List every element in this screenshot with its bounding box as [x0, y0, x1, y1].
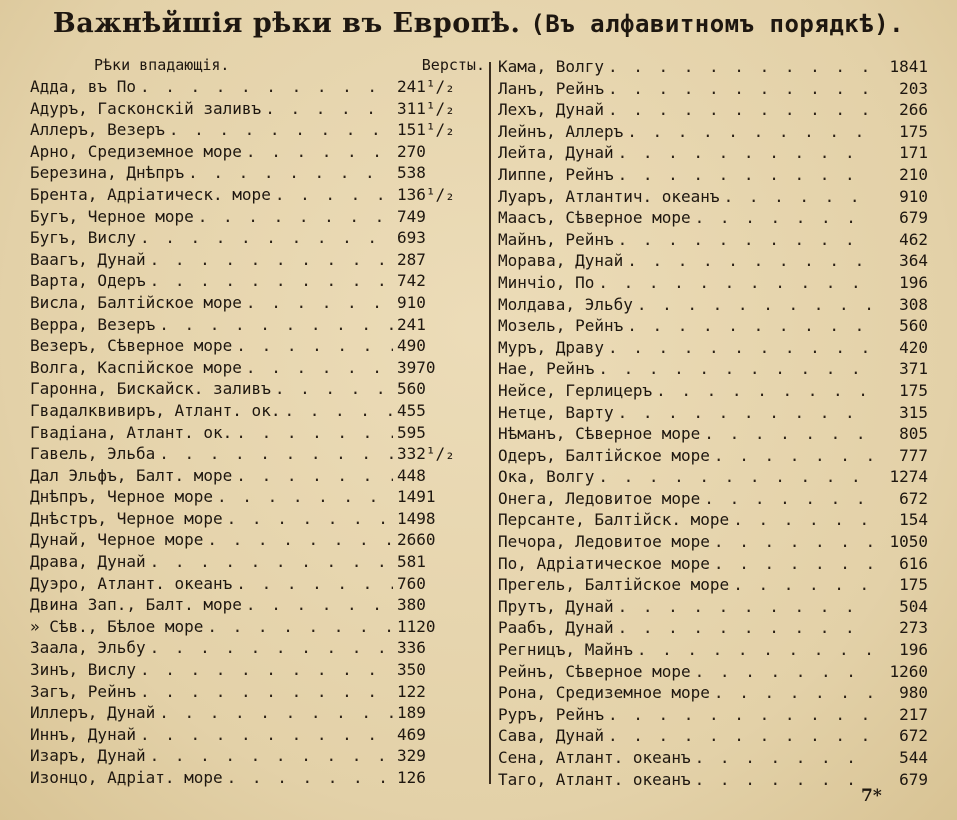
river-name: По, Адріатическое море	[498, 553, 710, 573]
river-length: 315	[899, 402, 928, 422]
river-length: 455	[397, 400, 426, 420]
river-length: 693	[397, 228, 426, 248]
list-item	[30, 76, 485, 98]
right-river-list	[498, 56, 928, 790]
leader-dots	[598, 358, 872, 380]
leader-dots	[227, 767, 393, 789]
list-item	[30, 594, 485, 616]
river-name: Нае, Рейнъ	[498, 359, 595, 379]
list-item	[498, 661, 928, 683]
leader-dots	[618, 229, 872, 251]
list-item	[30, 681, 485, 703]
river-name: Рейнъ, Сѣверное море	[498, 661, 691, 681]
leader-dots	[618, 617, 872, 639]
leader-dots	[714, 445, 872, 467]
river-name: Зинъ, Вислу	[30, 660, 136, 680]
river-name: Березина, Днѣпръ	[30, 163, 185, 183]
river-length: 1841	[889, 57, 928, 76]
river-length: 196	[899, 272, 928, 292]
leader-dots	[618, 142, 872, 164]
river-length: 241¹/₂	[397, 77, 455, 96]
list-item	[498, 164, 928, 186]
leader-dots	[227, 508, 393, 530]
list-item	[498, 56, 928, 78]
leader-dots	[608, 56, 872, 78]
river-name: Дунай, Черное море	[30, 530, 204, 550]
leader-dots	[284, 400, 393, 422]
leader-dots	[695, 747, 872, 769]
leader-dots	[150, 745, 393, 767]
river-name: Везеръ, Сѣверное море	[30, 336, 233, 356]
list-item	[30, 529, 485, 551]
page-number: 7*	[861, 786, 882, 806]
river-length: 742	[397, 271, 426, 291]
list-item	[498, 704, 928, 726]
list-item	[498, 142, 928, 164]
leader-dots	[695, 769, 872, 791]
leader-dots	[618, 164, 872, 186]
list-item	[30, 378, 485, 400]
leader-dots	[246, 594, 393, 616]
river-name: Загъ, Рейнъ	[30, 681, 136, 701]
river-length: 760	[397, 573, 426, 593]
river-name: Руръ, Рейнъ	[498, 704, 604, 724]
river-name: Муръ, Драву	[498, 337, 604, 357]
leader-dots	[140, 681, 393, 703]
river-name: Прутъ, Дунай	[498, 596, 614, 616]
river-length: 616	[899, 553, 928, 573]
leader-dots	[714, 682, 872, 704]
list-item	[498, 380, 928, 402]
river-name: Морава, Дунай	[498, 251, 624, 271]
river-name: Драва, Дунай	[30, 552, 146, 572]
list-item	[498, 207, 928, 229]
leader-dots	[733, 509, 872, 531]
river-name: Заала, Эльбу	[30, 638, 146, 658]
leader-dots	[598, 466, 872, 488]
list-item	[498, 402, 928, 424]
river-length: 308	[899, 294, 928, 314]
river-length: 189	[397, 703, 426, 723]
river-name: Бугъ, Черное море	[30, 206, 194, 226]
list-item	[498, 682, 928, 704]
river-length: 371	[899, 359, 928, 379]
list-item	[498, 574, 928, 596]
leader-dots	[618, 402, 872, 424]
list-item	[498, 99, 928, 121]
leader-dots	[246, 357, 393, 379]
list-item	[30, 227, 485, 249]
list-item	[498, 531, 928, 553]
list-item	[498, 488, 928, 510]
list-item	[30, 702, 485, 724]
river-name: Молдава, Эльбу	[498, 294, 633, 314]
river-name: Таго, Атлант. океанъ	[498, 769, 691, 789]
river-name: Кама, Волгу	[498, 57, 604, 76]
river-length: 287	[397, 249, 426, 269]
river-length: 777	[899, 445, 928, 465]
river-name: Сава, Дунай	[498, 726, 604, 746]
list-item	[30, 724, 485, 746]
leader-dots	[627, 121, 872, 143]
list-item	[498, 509, 928, 531]
river-name: Рона, Средиземное море	[498, 683, 710, 703]
river-name: Печора, Ледовитое море	[498, 532, 710, 552]
leader-dots	[140, 724, 393, 746]
river-name: Днѣстръ, Черное море	[30, 508, 223, 528]
river-name: Нейсе, Герлицеръ	[498, 380, 653, 400]
list-item	[30, 422, 485, 444]
river-name: Двина Зап., Балт. море	[30, 595, 242, 615]
list-item	[30, 357, 485, 379]
river-name: Раабъ, Дунай	[498, 618, 614, 638]
river-name: Регницъ, Майнъ	[498, 640, 633, 660]
list-item	[498, 315, 928, 337]
river-length: 1274	[889, 467, 928, 487]
list-item	[498, 747, 928, 769]
list-item	[498, 596, 928, 618]
river-length: 490	[397, 336, 426, 356]
river-name: Иннъ, Дунай	[30, 724, 136, 744]
river-name: Дал Эльфъ, Балт. море	[30, 465, 233, 485]
leader-dots	[207, 529, 393, 551]
river-length: 980	[899, 683, 928, 703]
list-item	[30, 270, 485, 292]
river-length: 364	[899, 251, 928, 271]
list-item	[498, 639, 928, 661]
river-length: 241	[397, 314, 426, 334]
leader-dots	[714, 553, 872, 575]
list-item	[30, 443, 485, 465]
list-item	[498, 78, 928, 100]
right-column	[498, 56, 928, 790]
leader-dots	[724, 186, 872, 208]
header-rivers: Рѣки впадающія.	[94, 56, 230, 74]
river-length: 171	[899, 143, 928, 163]
river-length: 380	[397, 595, 426, 615]
river-length: 420	[899, 337, 928, 357]
column-divider	[489, 62, 491, 784]
river-length: 469	[397, 724, 426, 744]
list-item	[30, 335, 485, 357]
river-length: 462	[899, 229, 928, 249]
river-name: Арно, Средиземное море	[30, 141, 242, 161]
river-length: 3970	[397, 357, 436, 377]
leader-dots	[188, 162, 393, 184]
river-name: Онега, Ледовитое море	[498, 488, 701, 508]
river-length: 1260	[889, 661, 928, 681]
leader-dots	[159, 702, 393, 724]
leader-dots	[236, 465, 393, 487]
leader-dots	[236, 573, 393, 595]
leader-dots	[140, 659, 393, 681]
leader-dots	[159, 314, 393, 336]
river-length: 910	[397, 292, 426, 312]
leader-dots	[207, 616, 393, 638]
list-item	[30, 745, 485, 767]
leader-dots	[695, 207, 872, 229]
list-item	[30, 767, 485, 789]
river-name: Майнъ, Рейнъ	[498, 229, 614, 249]
river-length: 805	[899, 424, 928, 444]
river-name: Изонцо, Адріат. море	[30, 768, 223, 787]
river-length: 151¹/₂	[397, 120, 455, 140]
river-name: Лейта, Дунай	[498, 143, 614, 163]
river-length: 560	[397, 379, 426, 399]
river-length: 910	[899, 186, 928, 206]
list-item	[30, 486, 485, 508]
river-length: 350	[397, 660, 426, 680]
river-length: 1120	[397, 616, 436, 636]
river-name: Гавель, Эльба	[30, 444, 156, 464]
river-length: 122	[397, 681, 426, 701]
list-item	[498, 250, 928, 272]
list-item	[30, 465, 485, 487]
list-item	[30, 206, 485, 228]
river-name: Лейнъ, Аллеръ	[498, 121, 624, 141]
river-name: Ока, Волгу	[498, 467, 595, 487]
river-length: 154	[899, 510, 928, 530]
river-length: 336	[397, 638, 426, 658]
title-sub: (Въ алфавитномъ порядкѣ).	[530, 10, 905, 38]
page-title	[0, 8, 957, 39]
list-item	[30, 249, 485, 271]
river-length: 266	[899, 100, 928, 120]
river-length: 504	[899, 596, 928, 616]
leader-dots	[159, 443, 393, 465]
river-name: Аллеръ, Везеръ	[30, 120, 165, 140]
leader-dots	[598, 272, 872, 294]
river-length: 126	[397, 768, 426, 787]
river-length: 2660	[397, 530, 436, 550]
list-item	[30, 508, 485, 530]
river-length: 210	[899, 164, 928, 184]
header-versts: Версты.	[421, 56, 485, 74]
river-name: Адуръ, Гасконскій заливъ	[30, 98, 262, 118]
river-name: Ланъ, Рейнъ	[498, 78, 604, 98]
list-item	[30, 616, 485, 638]
river-length: 329	[397, 746, 426, 766]
leader-dots	[618, 596, 872, 618]
leader-dots	[265, 98, 393, 120]
leader-dots	[150, 270, 393, 292]
river-name: Волга, Каспійское море	[30, 357, 242, 377]
river-name: Персанте, Балтійск. море	[498, 510, 730, 530]
leader-dots	[637, 294, 872, 316]
leader-dots	[140, 76, 393, 98]
leader-dots	[627, 250, 872, 272]
list-item	[30, 573, 485, 595]
leader-dots	[608, 78, 872, 100]
leader-dots	[150, 637, 393, 659]
river-name: Ваагъ, Дунай	[30, 249, 146, 269]
leader-dots	[733, 574, 872, 596]
river-name: Адда, въ По	[30, 77, 136, 96]
river-length: 175	[899, 575, 928, 595]
list-item	[498, 553, 928, 575]
river-name: Верра, Везеръ	[30, 314, 156, 334]
list-item	[30, 141, 485, 163]
river-name: Липпе, Рейнъ	[498, 164, 614, 184]
list-item	[30, 162, 485, 184]
river-name: Одеръ, Балтійское море	[498, 445, 710, 465]
list-item	[498, 272, 928, 294]
river-length: 538	[397, 163, 426, 183]
river-name: Луаръ, Атлантич. океанъ	[498, 186, 720, 206]
leader-dots	[627, 315, 872, 337]
leader-dots	[169, 119, 393, 141]
leader-dots	[608, 704, 872, 726]
river-name: Гвадалквивиръ, Атлант. ок.	[30, 400, 281, 420]
leader-dots	[695, 661, 872, 683]
leader-dots	[656, 380, 872, 402]
river-name: Иллеръ, Дунай	[30, 703, 156, 723]
river-length: 595	[397, 422, 426, 442]
list-item	[30, 184, 485, 206]
leader-dots	[140, 227, 393, 249]
river-name: Бугъ, Вислу	[30, 228, 136, 248]
river-name: Минчіо, По	[498, 272, 595, 292]
list-item	[30, 659, 485, 681]
river-length: 270	[397, 141, 426, 161]
leader-dots	[217, 486, 393, 508]
list-item	[498, 186, 928, 208]
list-item	[30, 551, 485, 573]
river-length: 679	[899, 208, 928, 228]
list-item	[30, 400, 485, 422]
leader-dots	[275, 378, 393, 400]
river-name: Брента, Адріатическ. море	[30, 184, 271, 204]
river-name: Гаронна, Бискайск. заливъ	[30, 379, 271, 399]
leader-dots	[236, 335, 393, 357]
leader-dots	[608, 337, 872, 359]
leader-dots	[246, 141, 393, 163]
river-length: 672	[899, 488, 928, 508]
leader-dots	[275, 184, 393, 206]
river-length: 196	[899, 640, 928, 660]
river-length: 332¹/₂	[397, 444, 455, 464]
river-length: 581	[397, 552, 426, 572]
river-length: 1491	[397, 487, 436, 507]
river-length: 1050	[889, 532, 928, 552]
river-name: Маасъ, Сѣверное море	[498, 208, 691, 228]
river-length: 749	[397, 206, 426, 226]
river-length: 136¹/₂	[397, 184, 455, 204]
list-item	[498, 229, 928, 251]
leader-dots	[608, 725, 872, 747]
list-item	[30, 314, 485, 336]
river-length: 217	[899, 704, 928, 724]
list-item	[498, 337, 928, 359]
list-item	[498, 423, 928, 445]
river-length: 175	[899, 380, 928, 400]
leader-dots	[198, 206, 393, 228]
river-name: Прегель, Балтійское море	[498, 575, 730, 595]
leader-dots	[704, 488, 872, 510]
leader-dots	[637, 639, 872, 661]
list-item	[498, 445, 928, 467]
river-name: Днѣпръ, Черное море	[30, 487, 214, 507]
river-name: Нѣманъ, Сѣверное море	[498, 424, 701, 444]
river-length: 273	[899, 618, 928, 638]
river-name: Висла, Балтійское море	[30, 292, 242, 312]
left-river-list	[30, 76, 485, 789]
river-length: 544	[899, 748, 928, 767]
list-item	[30, 98, 485, 120]
river-name: Варта, Одеръ	[30, 271, 146, 291]
leader-dots	[150, 249, 393, 271]
river-length: 1498	[397, 508, 436, 528]
river-length: 203	[899, 78, 928, 98]
leader-dots	[608, 99, 872, 121]
list-item	[498, 294, 928, 316]
leader-dots	[150, 551, 393, 573]
river-length: 679	[899, 769, 928, 789]
list-item	[498, 617, 928, 639]
title-main: Важнѣйшія рѣки въ Европѣ.	[52, 8, 521, 39]
river-name: Гвадіана, Атлант. ок.	[30, 422, 233, 442]
leader-dots	[246, 292, 393, 314]
river-name: Сена, Атлант. океанъ	[498, 748, 691, 767]
river-name: » Сѣв., Бѣлое море	[30, 616, 204, 636]
river-name: Мозель, Рейнъ	[498, 316, 624, 336]
list-item	[498, 466, 928, 488]
river-length: 672	[899, 726, 928, 746]
list-item	[498, 725, 928, 747]
list-item	[30, 637, 485, 659]
river-length: 448	[397, 465, 426, 485]
left-column	[30, 56, 485, 789]
list-item	[30, 119, 485, 141]
river-name: Лехъ, Дунай	[498, 100, 604, 120]
river-length: 175	[899, 121, 928, 141]
river-name: Изаръ, Дунай	[30, 746, 146, 766]
river-name: Нетце, Варту	[498, 402, 614, 422]
leader-dots	[236, 422, 393, 444]
leader-dots	[714, 531, 872, 553]
list-item	[30, 292, 485, 314]
list-item	[498, 121, 928, 143]
river-name: Дуэро, Атлант. океанъ	[30, 573, 233, 593]
leader-dots	[704, 423, 872, 445]
river-length: 560	[899, 316, 928, 336]
left-column-header	[30, 56, 485, 76]
list-item	[498, 358, 928, 380]
river-length: 311¹/₂	[397, 98, 455, 118]
